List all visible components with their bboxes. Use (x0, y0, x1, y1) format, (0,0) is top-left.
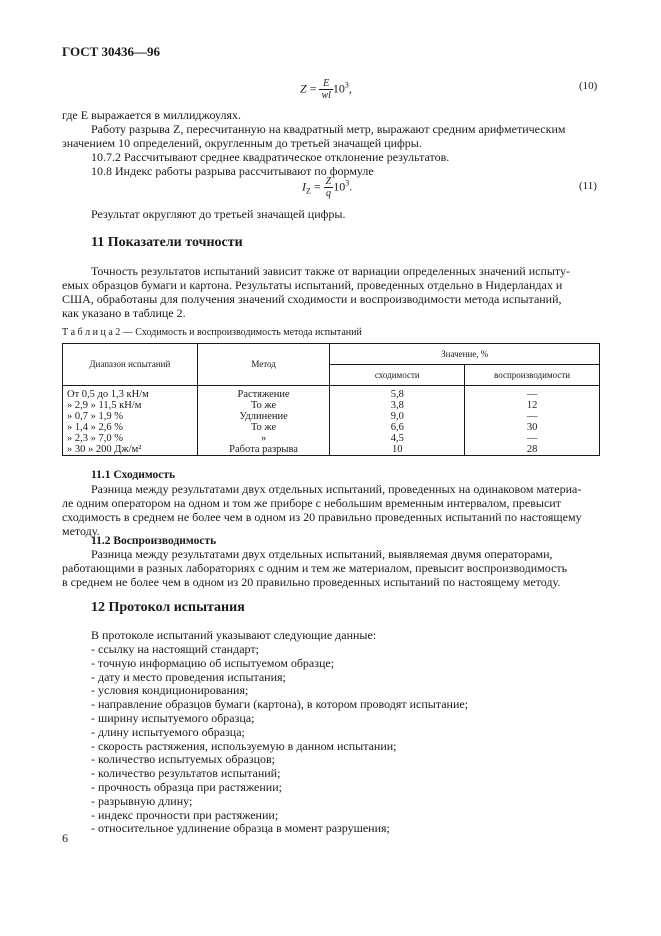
table-2-caption: Т а б л и ц а 2 — Сходимость и воспроизводимость метода испытаний (62, 327, 362, 338)
list-item: - длину испытуемого образца; (91, 724, 245, 739)
formula-11-lhs-subscript: Z (306, 186, 311, 196)
subsection-11-1-line3: сходимость в среднем не более чем в одном из 20 правильно проведенных испытаний по настоящему (62, 510, 582, 524)
cell-method: Растяжение (197, 386, 330, 401)
document-code: ГОСТ 30436—96 (62, 44, 161, 59)
cell-range: От 0,5 до 1,3 кН/м (63, 386, 198, 401)
section-11-title: 11 Показатели точности (91, 235, 243, 250)
cell-repeatability: 6,6 (330, 422, 465, 433)
formula-10-eq: = (309, 81, 317, 96)
page-number: 6 (62, 831, 68, 845)
cell-range: » 1,4 » 2,6 % (63, 422, 198, 433)
table-header-repeatability: сходимости (330, 365, 465, 386)
cell-reproducibility: — (465, 433, 600, 444)
table-header-method: Метод (197, 344, 330, 386)
formula-11-fraction (324, 176, 334, 199)
formula-11 (302, 176, 352, 199)
formula-11-multiplier: 10 (333, 179, 346, 194)
cell-reproducibility: — (465, 386, 600, 401)
cell-method: То же (197, 422, 330, 433)
cell-reproducibility: — (465, 411, 600, 422)
list-item: - ширину испытуемого образца; (91, 710, 255, 725)
table-row (63, 444, 600, 456)
formula-10-lhs: Z (300, 81, 307, 96)
subsection-11-2-title: 11.2 Воспроизводимость (91, 535, 217, 547)
section-11-para-line1: Точность результатов испытаний зависит также от вариации определенных значений испыту- (91, 264, 571, 278)
cell-method: » (197, 433, 330, 444)
cell-reproducibility: 28 (465, 444, 600, 456)
formula-11-denominator: q (325, 188, 331, 199)
formula-11-number: (11) (579, 180, 597, 192)
formula-11-exponent: 3 (345, 178, 350, 188)
formula-10-fraction (319, 78, 332, 101)
table-2 (62, 343, 600, 456)
table-row (63, 400, 600, 411)
table-row (63, 411, 600, 422)
cell-reproducibility: 12 (465, 400, 600, 411)
subsection-11-1-line1: Разница между результатами двух отдельных испытаний, проведенных на одинаковом материа- (91, 482, 582, 496)
table-row (63, 386, 600, 401)
list-item: - направление образцов бумаги (картона), в котором проводят испытание; (91, 697, 469, 712)
paragraph-round: Результат округляют до третьей значащей цифры. (91, 207, 346, 221)
list-item: - ссылку на настоящий стандарт; (91, 642, 259, 656)
formula-11-eq: = (313, 179, 321, 194)
formula-10-number: (10) (579, 80, 598, 92)
table-row (63, 433, 600, 444)
list-item: - количество результатов испытаний; (91, 766, 281, 781)
list-item: - скорость растяжения, используемую в данном испытании; (91, 738, 397, 753)
table-header-range: Диапазон испытаний (63, 344, 198, 386)
table-row (63, 422, 600, 433)
formula-11-numerator: Z (325, 176, 332, 187)
subsection-11-1-title: 11.1 Сходимость (91, 469, 176, 481)
paragraph-where: где E выражается в миллиджоулях. (62, 108, 242, 122)
cell-repeatability: 4,5 (330, 433, 465, 444)
paragraph-10-8: 10.8 Индекс работы разрыва рассчитывают по формуле (91, 164, 374, 178)
subsection-11-1-line4: методу. (62, 524, 100, 538)
cell-method: Работа разрыва (197, 444, 330, 456)
cell-repeatability: 3,8 (330, 400, 465, 411)
cell-range: » 0,7 » 1,9 % (63, 411, 198, 422)
formula-10-denominator: wl (321, 90, 331, 101)
cell-method: То же (197, 400, 330, 411)
list-item: - прочность образца при растяжении; (91, 779, 282, 794)
section-12-title: 12 Протокол испытания (91, 600, 245, 615)
section-12-intro: В протоколе испытаний указывают следующие данные: (91, 628, 377, 642)
cell-repeatability: 10 (330, 444, 465, 456)
list-item: - условия кондиционирования; (91, 683, 249, 698)
section-11-para-line3: США, обработаны для получения значений сходимости и воспроизводимости метода испытаний, (62, 292, 562, 306)
list-item: - индекс прочности при растяжении; (91, 807, 279, 822)
paragraph-work-line2: значением 10 определений, округленным до третьей значащей цифры. (62, 136, 422, 150)
cell-repeatability: 9,0 (330, 411, 465, 422)
paragraph-10-7-2: 10.7.2 Рассчитывают среднее квадратическое отклонение результатов. (91, 150, 450, 164)
section-11-para-line2: емых образцов бумаги и картона. Результаты испытаний, проведенных отдельно в Нидерландах и (62, 278, 563, 292)
formula-10-tail: , (348, 81, 352, 96)
formula-11-tail: . (349, 179, 353, 194)
formula-10-multiplier: 10 (332, 81, 345, 96)
subsection-11-2-line2: работающими в разных лабораториях с одним и тем же материалом, превысит воспроизводимость (62, 561, 568, 575)
subsection-11-2-line3: в среднем не более чем в одном из 20 правильно проведенных испытаний по настоящему методу. (62, 575, 561, 589)
list-item: - точную информацию об испытуемом образце; (91, 655, 335, 670)
formula-11-lhs: I (302, 179, 306, 194)
subsection-11-2-line1: Разница между результатами двух отдельных испытаний, выявляемая двумя операторами, (91, 547, 553, 561)
table-header-value: Значение, % (330, 344, 600, 365)
list-item: - разрывную длину; (91, 793, 193, 808)
cell-reproducibility: 30 (465, 422, 600, 433)
cell-range: » 30 » 200 Дж/м² (63, 444, 198, 456)
table-header-reproducibility: воспроизводимости (465, 365, 600, 386)
list-item: - количество испытуемых образцов; (91, 752, 276, 767)
cell-range: » 2,3 » 7,0 % (63, 433, 198, 444)
protocol-list (91, 643, 468, 836)
cell-range: » 2,9 » 11,5 кН/м (63, 400, 198, 411)
cell-repeatability: 5,8 (330, 386, 465, 401)
formula-10-exponent: 3 (344, 80, 349, 90)
section-11-para-line4: как указано в таблице 2. (62, 306, 186, 320)
list-item: - относительное удлинение образца в момент разрушения; (91, 821, 390, 836)
formula-10 (300, 78, 352, 101)
subsection-11-1-line2: ле одним оператором на одном и том же приборе с небольшим временным интервалом, превысит (62, 496, 561, 510)
formula-10-numerator: E (319, 78, 332, 90)
cell-method: Удлинение (197, 411, 330, 422)
paragraph-work-line1: Работу разрыва Z, пересчитанную на квадратный метр, выражают средним арифметическим (91, 122, 566, 136)
list-item: - дату и место проведения испытания; (91, 669, 286, 684)
